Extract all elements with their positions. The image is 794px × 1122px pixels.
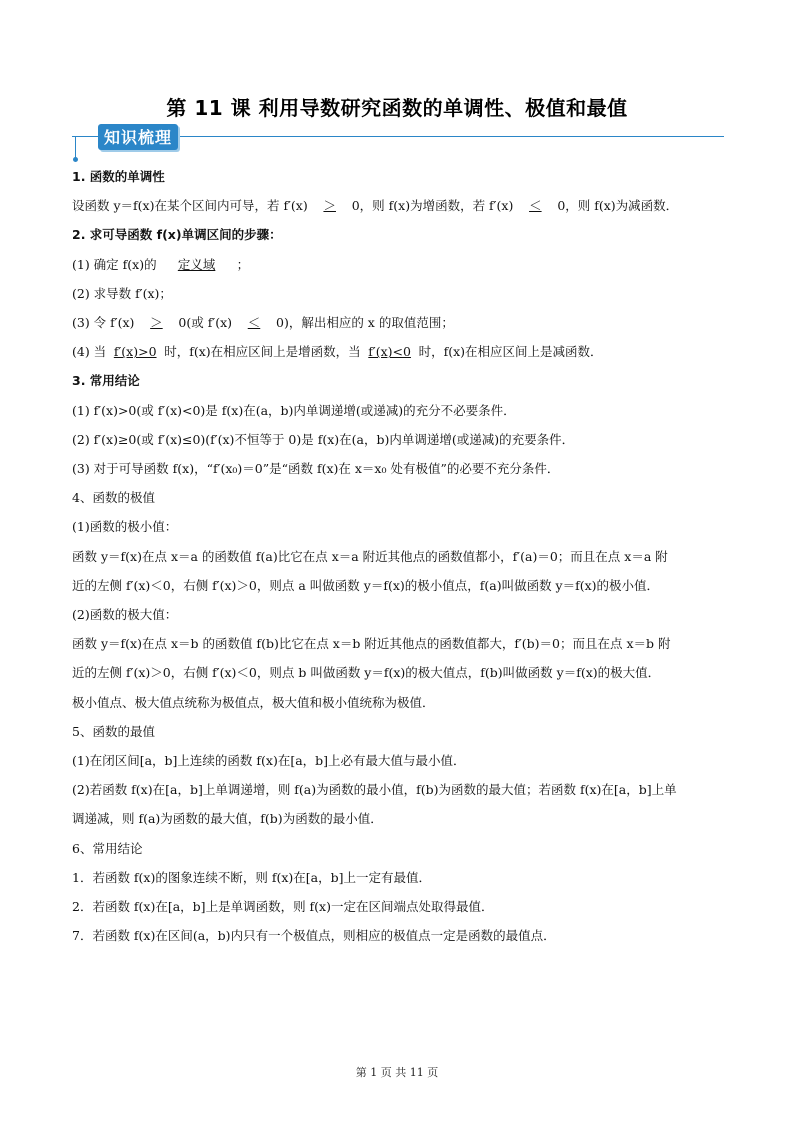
page-footer: 第 1 页 共 11 页 <box>355 1066 439 1079</box>
heading-steps: 2. 求可导函数 f(x)单调区间的步骤： <box>72 227 282 243</box>
max-min-point-2-line-2: 调递减，则 f(a)为函数的最大值，f(b)为函数的最小值． <box>72 811 383 827</box>
answer-blank: ＞ <box>323 198 336 214</box>
text-run: ； <box>236 256 250 272</box>
text-run: 0，则 f(x)为增函数，若 f′(x) <box>351 198 514 214</box>
page-title: 第 11 课 利用导数研究函数的单调性、极值和最值 <box>166 96 628 120</box>
text-run: (4) 当 <box>72 344 107 360</box>
answer-blank: f′(x)>0 <box>113 344 157 360</box>
text-run: 设函数 y＝f(x)在某个区间内可导，若 f′(x) <box>72 198 308 214</box>
step-4 <box>72 337 724 366</box>
answer-blank: 定义域 <box>177 256 216 272</box>
text-run: (3) 令 f′(x) <box>72 315 135 331</box>
step-3 <box>72 308 724 337</box>
step-1 <box>72 250 724 279</box>
text-run: 时，f(x)在相应区间上是增函数，当 <box>164 344 361 360</box>
extrema-summary: 极小值点、极大值点统称为极值点，极大值和极小值统称为极值． <box>72 694 435 710</box>
max-min-point-1: (1)在闭区间[a，b]上连续的函数 f(x)在[a，b]上必有最大值与最小值． <box>72 753 466 769</box>
heading-monotonicity: 1. 函数的单调性 <box>72 169 165 184</box>
text-run: 0)，解出相应的 x 的取值范围； <box>276 315 454 331</box>
heading-conclusions: 3. 常用结论 <box>72 373 140 389</box>
heading-max-min: 5、函数的最值 <box>72 723 155 739</box>
step-2: (2) 求导数 f′(x)； <box>72 285 172 301</box>
max-min-point-2-line-1: (2)若函数 f(x)在[a，b]上单调递增，则 f(a)为函数的最小值，f(b)为函数的最大值；若函数 f(x)在[a，b]上单 <box>72 782 677 798</box>
answer-blank: f′(x)<0 <box>368 344 411 360</box>
answer-blank: ＜ <box>529 198 542 214</box>
maximum-text-line-1: 函数 y＝f(x)在点 x＝b 的函数值 f(b)比它在点 x＝b 附近其他点的函数值都大，f′(b)＝0；而且在点 x＝b 附 <box>72 636 671 652</box>
minimum-text-line-1: 函数 y＝f(x)在点 x＝a 的函数值 f(a)比它在点 x＝a 附近其他点的函数值都小，f′(a)＝0；而且在点 x＝a 附 <box>72 548 668 564</box>
document-body <box>72 162 724 950</box>
maximum-title: (2)函数的极大值： <box>72 607 178 623</box>
minimum-text-line-2: 近的左侧 f′(x)＜0，右侧 f′(x)＞0，则点 a 叫做函数 y＝f(x)的极小值点，f(a)叫做函数 y＝f(x)的极小值． <box>72 577 660 593</box>
text-run: 0(或 f′(x) <box>178 315 232 331</box>
conclusion-1: (1) f′(x)>0(或 f′(x)<0)是 f(x)在(a，b)内单调递增(或递减)的充分不必要条件． <box>72 402 516 418</box>
conclusion-2: (2) f′(x)≥0(或 f′(x)≤0)(f′(x)不恒等于 0)是 f(x)在(a，b)内单调递增(或递减)的充要条件． <box>72 431 575 447</box>
answer-blank: ＜ <box>247 315 261 331</box>
text-run: 时，f(x)在相应区间上是减函数． <box>418 344 603 360</box>
result-1: 1．若函数 f(x)的图象连续不断，则 f(x)在[a，b]上一定有最值． <box>72 869 431 885</box>
text-run: (1) 确定 f(x)的 <box>72 256 157 272</box>
text-run: 0，则 f(x)为减函数． <box>557 198 679 214</box>
minimum-title: (1)函数的极小值： <box>72 519 178 535</box>
conclusion-3: (3) 对于可导函数 f(x)，“f′(x₀)＝0”是“函数 f(x)在 x＝x₀ 处有极值”的必要不充分条件． <box>72 461 560 477</box>
heading-common-results: 6、常用结论 <box>72 840 143 856</box>
maximum-text-line-2: 近的左侧 f′(x)＞0，右侧 f′(x)＜0，则点 b 叫做函数 y＝f(x)的极大值点，f(b)叫做函数 y＝f(x)的极大值． <box>72 665 661 681</box>
result-2: 2．若函数 f(x)在[a，b]上是单调函数，则 f(x)一定在区间端点处取得最值． <box>72 899 494 915</box>
result-3: 7．若函数 f(x)在区间(a，b)内只有一个极值点，则相应的极值点一定是函数的最值点． <box>72 928 556 944</box>
banner-label: 知识梳理 <box>98 124 178 150</box>
heading-extrema: 4、函数的极值 <box>72 490 155 506</box>
monotonicity-definition <box>72 191 724 220</box>
section-banner <box>72 124 724 160</box>
answer-blank: ＞ <box>150 315 163 331</box>
